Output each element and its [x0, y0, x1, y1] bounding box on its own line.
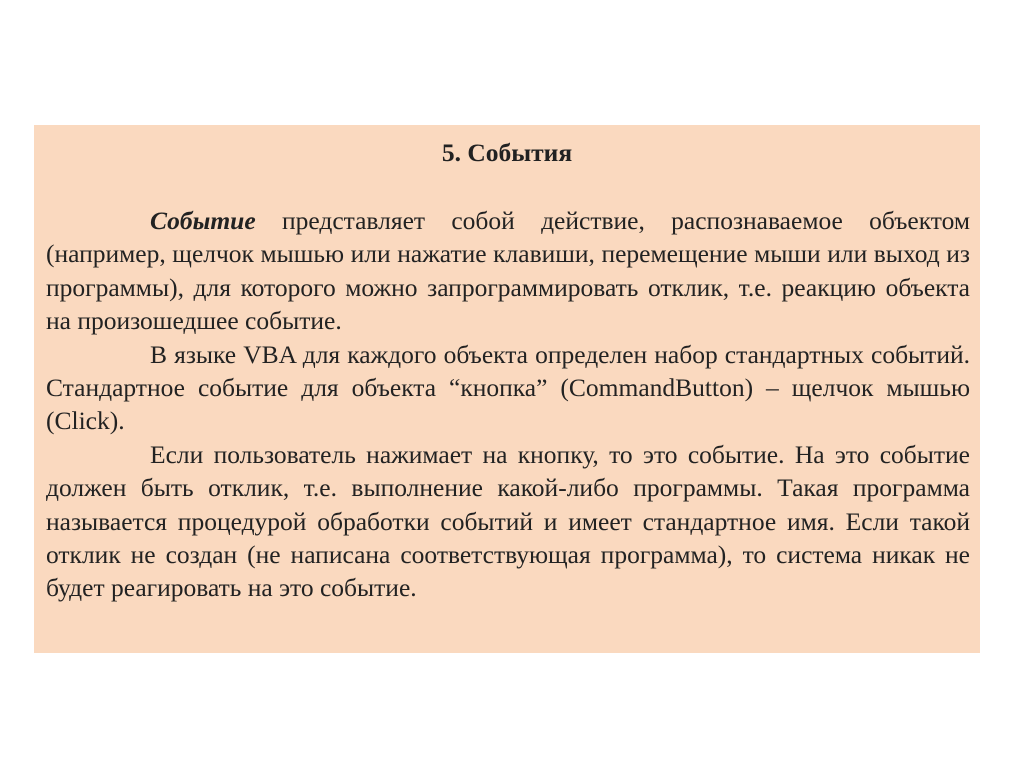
slide-title: 5. События: [441, 138, 573, 167]
paragraph-definition: [46, 204, 970, 338]
defined-term: Событие: [150, 206, 256, 235]
title-spacer: [46, 171, 970, 204]
text-box: [34, 125, 980, 653]
paragraph-definition-text: представляет собой действие, распознаваемое объектом (например, щелчок мышью или нажатие клавиши, перемещение мыши или выход из программы), для которого можно запрограммировать отклик, т.е. реакцию объекта на произошедшее событие.: [46, 206, 970, 336]
paragraph-vba-events: В языке VBA для каждого объекта определен набор стандартных событий. Стандартное событие для объекта “кнопка” (CommandButton) – щелчок мышью (Click).: [46, 339, 970, 436]
paragraph-event-handler: Если пользователь нажимает на кнопку, то это событие. На это событие должен быть отклик, т.е. выполнение какой-либо программы. Такая программа называется процедурой обработки событий и имеет стандартное имя. Если такой отклик не создан (не написана соответствующая программа), то система никак не будет реагировать на это событие.: [46, 439, 970, 603]
